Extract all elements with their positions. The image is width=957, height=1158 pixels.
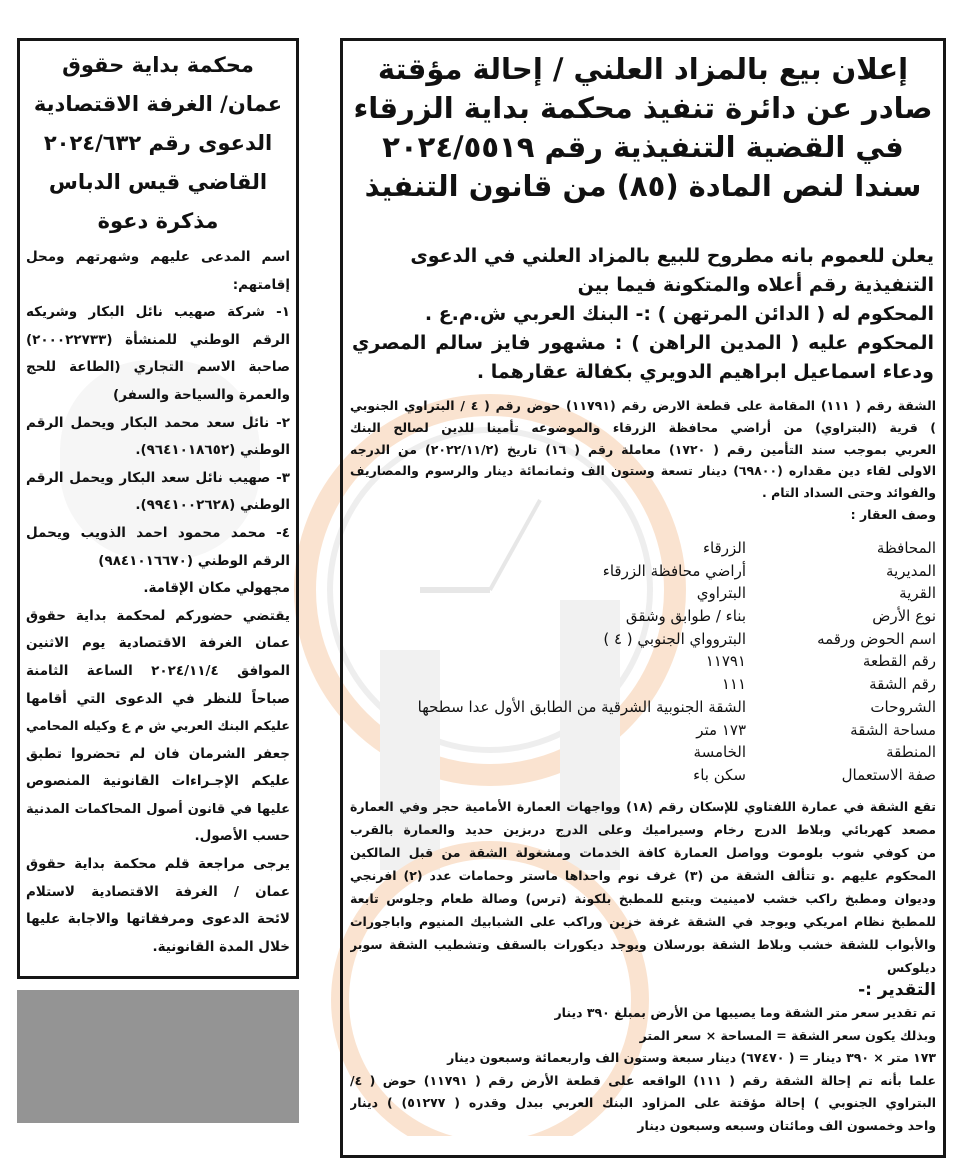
text-line: الوطني (٩٩٤١٠٠٢٦٢٨). bbox=[135, 497, 290, 514]
text-line: ٤- محمد محمود احمد الذويب ويحمل bbox=[26, 524, 290, 541]
text-line: الشقة رقم ( ١١١) المقامة على قطعة الارض رقم (١١٧٩١) حوض رقم ( ٤ / البتراوي الجنوبي bbox=[350, 398, 936, 413]
text-line: ٢- نائل سعد محمد البكار ويحمل الرقم bbox=[26, 414, 290, 431]
text-line: صاحبة الاسم التجاري (الطاعة للحج bbox=[26, 359, 290, 376]
text-line: الموافق ٢٠٢٤/١١/٤ الساعة الثامنة bbox=[26, 662, 290, 679]
property-label: الشروحات bbox=[870, 697, 936, 716]
text-line: المحكوم عليهم .و تتألف الشقة من (٣) غرف نوم واحداها ماستر وحمامات عدد (٢) افرنجي bbox=[350, 868, 936, 883]
text-line: الرقم الوطني (٩٨٤١٠١٦٦٧٠) bbox=[98, 552, 290, 569]
table-row bbox=[350, 673, 936, 696]
text-line: لائحة الدعوى ومرفقاتها والاجابة عليها bbox=[26, 911, 290, 928]
title-line: صادر عن دائرة تنفيذ محكمة بداية الزرقاء bbox=[353, 91, 933, 125]
text-line: ١٧٣ متر × ٣٩٠ دينار = ( ٦٧٤٧٠) دينار سبعة وستون الف واربعمائة وسبعون دينار bbox=[447, 1050, 936, 1065]
auction-intro bbox=[352, 242, 934, 387]
property-value: ١١١ bbox=[721, 675, 746, 694]
text-line: وصف العقار : bbox=[850, 506, 936, 522]
property-value: البتروواي الجنوبي ( ٤ ) bbox=[603, 629, 746, 648]
property-value: أراضي محافظة الزرقاء bbox=[602, 561, 746, 580]
text-line: الرقم الوطني للمنشأة (٢٠٠٠٢٢٧٣٣) bbox=[26, 331, 290, 348]
property-label: المنطقة bbox=[886, 743, 936, 762]
property-value: الشقة الجنوبية الشرقية من الطابق الأول عدا سطحها bbox=[417, 697, 746, 716]
table-row bbox=[350, 741, 936, 764]
summons-body bbox=[26, 244, 290, 961]
text-line: عليكم الإجـراءات القانونية المنصوص bbox=[26, 773, 290, 790]
title-line: سندا لنص المادة (٨٥) من قانون التنفيذ bbox=[364, 169, 922, 203]
text-line: خلال المدة القانونية. bbox=[152, 938, 290, 955]
gray-placeholder-block bbox=[17, 990, 299, 1123]
table-row bbox=[350, 560, 936, 583]
text-line: العربي بموجب سند التأمين رقم ( ١٧٢٠) معاملة رقم ( ١٦) تاريخ (٢٠٢٢/١١/٢) من الدرجه bbox=[350, 441, 936, 457]
text-line: البتراوي الجنوبي ) إحالة مؤقتة على المزاود البنك العربي ببدل وقدره ( ٥١٢٧٧) ) دينار bbox=[350, 1095, 936, 1110]
text-line: ) قرية (البتراوي) من أراضي محافظة الزرقاء والموضوعه تأمينا للدين لصالح البنك bbox=[350, 419, 936, 435]
text-line: ودعاء اسماعيل ابراهيم الدويري بكفالة عقارهما . bbox=[476, 361, 934, 383]
text-line: إقامتهم: bbox=[232, 276, 290, 293]
auction-property-paragraph bbox=[350, 395, 936, 526]
text-line: يقتضي حضوركم لمحكمة بداية حقوق bbox=[26, 607, 290, 624]
text-line: عمان الغرفة الاقتصادية يوم الاثنين bbox=[26, 635, 290, 652]
text-line: تم تقدير سعر متر الشقة وما يصيبها من الأرض بمبلغ ٣٩٠ دينار bbox=[554, 1005, 936, 1020]
table-row bbox=[350, 605, 936, 628]
property-value: ١١٧٩١ bbox=[705, 652, 746, 671]
text-line: ٣- صهيب نائل سعد البكار ويحمل الرقم bbox=[26, 469, 290, 486]
text-line: جعفر الشرمان فان لم تحضروا تطبق bbox=[26, 745, 290, 762]
text-line: مصعد كهربائي وبلاط الدرج رخام وسيراميك وعلى الدرج دربزين حديد والعمارة بالقرب bbox=[350, 822, 936, 837]
text-line: عمان / الغرفة الاقتصادية لاستلام bbox=[26, 883, 290, 900]
text-line: وديوان ومطبخ راكب خشب لامينيت ويتبع للمطبخ بلكونة (ترس) وصالة طعام وجلوس تابعة bbox=[350, 891, 936, 906]
text-line: اسم المدعى عليهم وشهرتهم ومحل bbox=[26, 249, 290, 265]
property-label: صفة الاستعمال bbox=[841, 765, 936, 784]
text-line: عليكم البنك العربي ش م ع وكيله المحامي bbox=[26, 719, 290, 735]
property-value: البتراوي bbox=[696, 584, 746, 603]
text-line: تقع الشقة في عمارة اللفتاوي للإسكان رقم (١٨) وواجهات العمارة الأمامية حجر وفي العمارة bbox=[350, 799, 936, 814]
title-line: إعلان بيع بالمزاد العلني / إحالة مؤقتة bbox=[377, 52, 909, 86]
property-label: رقم القطعة bbox=[862, 652, 936, 671]
text-line: وبذلك يكون سعر الشقة = المساحة × سعر المتر bbox=[639, 1027, 936, 1043]
text-line: والفوائد وحتى السداد التام . bbox=[761, 485, 936, 501]
estimate-paragraph bbox=[350, 1002, 936, 1137]
property-label: مساحة الشقة bbox=[850, 720, 936, 739]
table-row bbox=[350, 582, 936, 605]
table-row bbox=[350, 719, 936, 742]
text-line: يرجى مراجعة قلم محكمة بداية حقوق bbox=[26, 856, 290, 873]
apartment-description-paragraph bbox=[350, 795, 936, 979]
text-line: والعمرة والسياحة والسفر) bbox=[113, 386, 290, 403]
property-label: اسم الحوض ورقمه bbox=[817, 629, 936, 648]
table-row bbox=[350, 537, 936, 560]
table-row bbox=[350, 628, 936, 651]
text-line: المحكوم له ( الدائن المرتهن ) :- البنك العربي ش.م.ع . bbox=[424, 303, 934, 325]
text-line: التنفيذية رقم أعلاه والمتكونة فيما بين bbox=[577, 274, 934, 296]
summons-titles bbox=[24, 46, 292, 241]
text-line: المحكوم عليه ( المدين الراهن ) : مشهور فايز سالم المصري bbox=[352, 332, 934, 354]
property-label: المحافظة bbox=[876, 539, 936, 557]
text-line: حسب الأصول. bbox=[194, 828, 290, 845]
property-label: رقم الشقة bbox=[869, 675, 936, 694]
property-value: سكن باء bbox=[693, 765, 746, 784]
text-line: للمطبخ نظام امريكي ويوجد في الشقة غرفة خزين وراكب على الشبابيك المنيوم واباجورات bbox=[350, 914, 936, 929]
text-line: ديلوكس bbox=[887, 960, 936, 975]
table-row bbox=[350, 650, 936, 673]
text-line: الوطني (٩٦٤١٠١٨٦٥٢). bbox=[135, 442, 290, 459]
property-label: المديرية bbox=[886, 561, 936, 580]
text-line: علما بأنه تم إحالة الشقة رقم ( ١١١) الواقعه على قطعة الأرض رقم ( ١١٧٩١) حوض ( ٤/ bbox=[350, 1072, 936, 1088]
title-line: مذكرة دعوة bbox=[97, 209, 219, 233]
title-line: عمان/ الغرفة الاقتصادية bbox=[33, 92, 283, 116]
title-line: القاضي قيس الدباس bbox=[48, 170, 268, 194]
text-line: ١- شركة صهيب نائل البكار وشريكه bbox=[26, 304, 290, 321]
text-line: مجهولي مكان الإقامة. bbox=[143, 580, 290, 597]
property-label: نوع الأرض bbox=[872, 607, 936, 626]
property-value: الخامسة bbox=[693, 743, 746, 762]
text-line: عليها في قانون أصول المحاكمات المدنية bbox=[26, 801, 290, 817]
property-label: القرية bbox=[899, 584, 936, 603]
text-line: الاولى لقاء دين مقداره (٦٩٨٠٠) دينار تسعة وستون الف وثمانمائة دينار والرسوم والمصاريف bbox=[350, 463, 936, 479]
title-line: محكمة بداية حقوق bbox=[62, 53, 254, 77]
auction-titles bbox=[352, 50, 934, 206]
estimate-heading: التقدير :- bbox=[858, 980, 936, 1000]
property-value: الزرقاء bbox=[702, 539, 746, 557]
property-value: ١٧٣ متر bbox=[696, 720, 746, 739]
text-line: صباحاً للنظر في الدعوى التي أقامها bbox=[26, 690, 290, 707]
property-value: بناء / طوابق وشقق bbox=[625, 607, 746, 626]
text-line: واحد وخمسون الف ومائتان وسبعه وسبعون دينار bbox=[637, 1117, 936, 1133]
text-line: يعلن للعموم بانه مطروح للبيع بالمزاد العلني في الدعوى bbox=[410, 245, 934, 267]
text-line: من كوفي شوب بلوموت وواصل العمارة كافة الخدمات ومشغولة الشقة من قبل المالكين bbox=[350, 845, 936, 860]
table-row bbox=[350, 696, 936, 719]
title-line: في القضية التنفيذية رقم ٢٠٢٤/٥٥١٩ bbox=[382, 130, 904, 164]
text-line: والأبواب للشقة خشب وبلاط الشقة بورسلان ويوجد ديكورات بالسقف وتشطيب الشقة سوبر bbox=[350, 937, 936, 952]
property-description-table bbox=[350, 537, 936, 787]
table-row bbox=[350, 764, 936, 787]
title-line: الدعوى رقم ٢٠٢٤/٦٣٢ bbox=[43, 131, 273, 155]
